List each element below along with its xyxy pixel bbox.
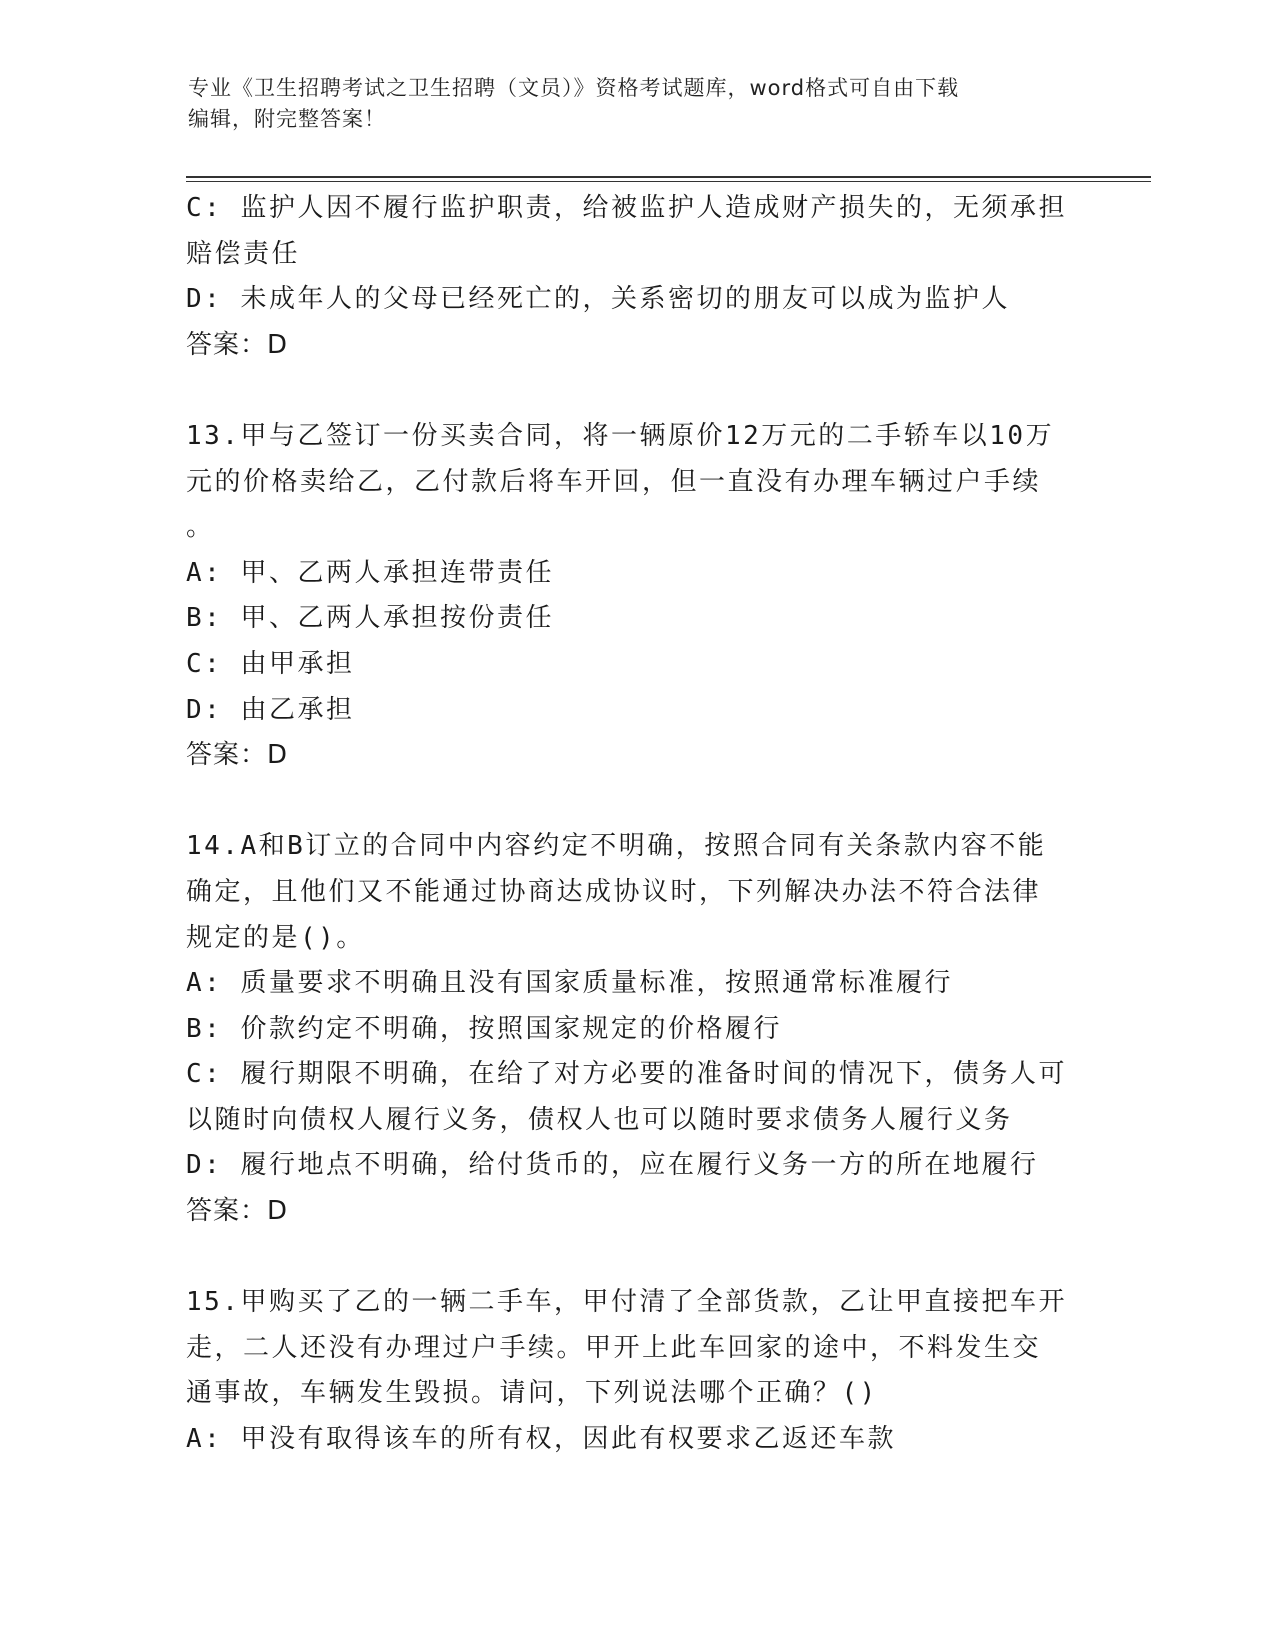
option-d: D: 未成年人的父母已经死亡的，关系密切的朋友可以成为监护人 xyxy=(186,284,1010,315)
option-c: C: 由甲承担 xyxy=(186,648,355,679)
option-a: A: 甲没有取得该车的所有权，因此有权要求乙返还车款 xyxy=(186,1424,896,1455)
question-text: 14.A和B订立的合同中内容约定不明确，按照合同有关条款内容不能 xyxy=(186,831,1047,862)
answer-line: 答案：D xyxy=(186,1196,289,1227)
answer-line: 答案：D xyxy=(186,329,289,360)
header-line-1: 专业《卫生招聘考试之卫生招聘（文员）》资格考试题库，word格式可自由下载 xyxy=(188,76,960,100)
question-15 xyxy=(186,1280,1086,1462)
option-c: C: 履行期限不明确，在给了对方必要的准备时间的情况下，债务人可 xyxy=(186,1059,1067,1090)
question-text-continued: 走，二人还没有办理过户手续。甲开上此车回家的途中，不料发生交 xyxy=(186,1332,1042,1363)
option-a: A: 质量要求不明确且没有国家质量标准，按照通常标准履行 xyxy=(186,968,953,999)
question-text-continued: 确定，且他们又不能通过协商达成协议时，下列解决办法不符合法律 xyxy=(186,876,1042,907)
spacer xyxy=(186,779,1086,825)
question-text: 13.甲与乙签订一份买卖合同，将一辆原价12万元的二手轿车以10万 xyxy=(186,420,1055,451)
question-text-continued: 元的价格卖给乙，乙付款后将车开回，但一直没有办理车辆过户手续 xyxy=(186,466,1042,497)
option-d: D: 履行地点不明确，给付货币的，应在履行义务一方的所在地履行 xyxy=(186,1150,1039,1181)
option-c: C: 监护人因不履行监护职责，给被监护人造成财产损失的，无须承担 xyxy=(186,193,1067,223)
header-line-2: 编辑，附完整答案！ xyxy=(188,107,386,131)
spacer xyxy=(186,368,1086,414)
option-c-continued: 以随时向债权人履行义务，债权人也可以随时要求债务人履行义务 xyxy=(186,1104,1013,1135)
option-b: B: 价款约定不明确，按照国家规定的价格履行 xyxy=(186,1013,782,1044)
option-a: A: 甲、乙两人承担连带责任 xyxy=(186,557,554,588)
question-text-continued: 。 xyxy=(186,512,215,543)
option-d: D: 由乙承担 xyxy=(186,694,355,725)
option-b: B: 甲、乙两人承担按份责任 xyxy=(186,603,554,634)
question-block-continued xyxy=(186,186,1086,368)
answer-line: 答案：D xyxy=(186,740,289,771)
question-13 xyxy=(186,414,1086,779)
spacer xyxy=(186,1235,1086,1281)
header-divider xyxy=(186,176,1151,182)
document-header xyxy=(188,73,1068,135)
question-text: 15.甲购买了乙的一辆二手车，甲付清了全部货款，乙让甲直接把车开 xyxy=(186,1287,1067,1318)
option-c-continued: 赔偿责任 xyxy=(186,238,301,269)
question-text-continued: 规定的是()。 xyxy=(186,922,365,953)
question-14 xyxy=(186,824,1086,1234)
question-text-continued: 通事故，车辆发生毁损。请问，下列说法哪个正确？() xyxy=(186,1378,878,1409)
document-body xyxy=(186,186,1086,1463)
